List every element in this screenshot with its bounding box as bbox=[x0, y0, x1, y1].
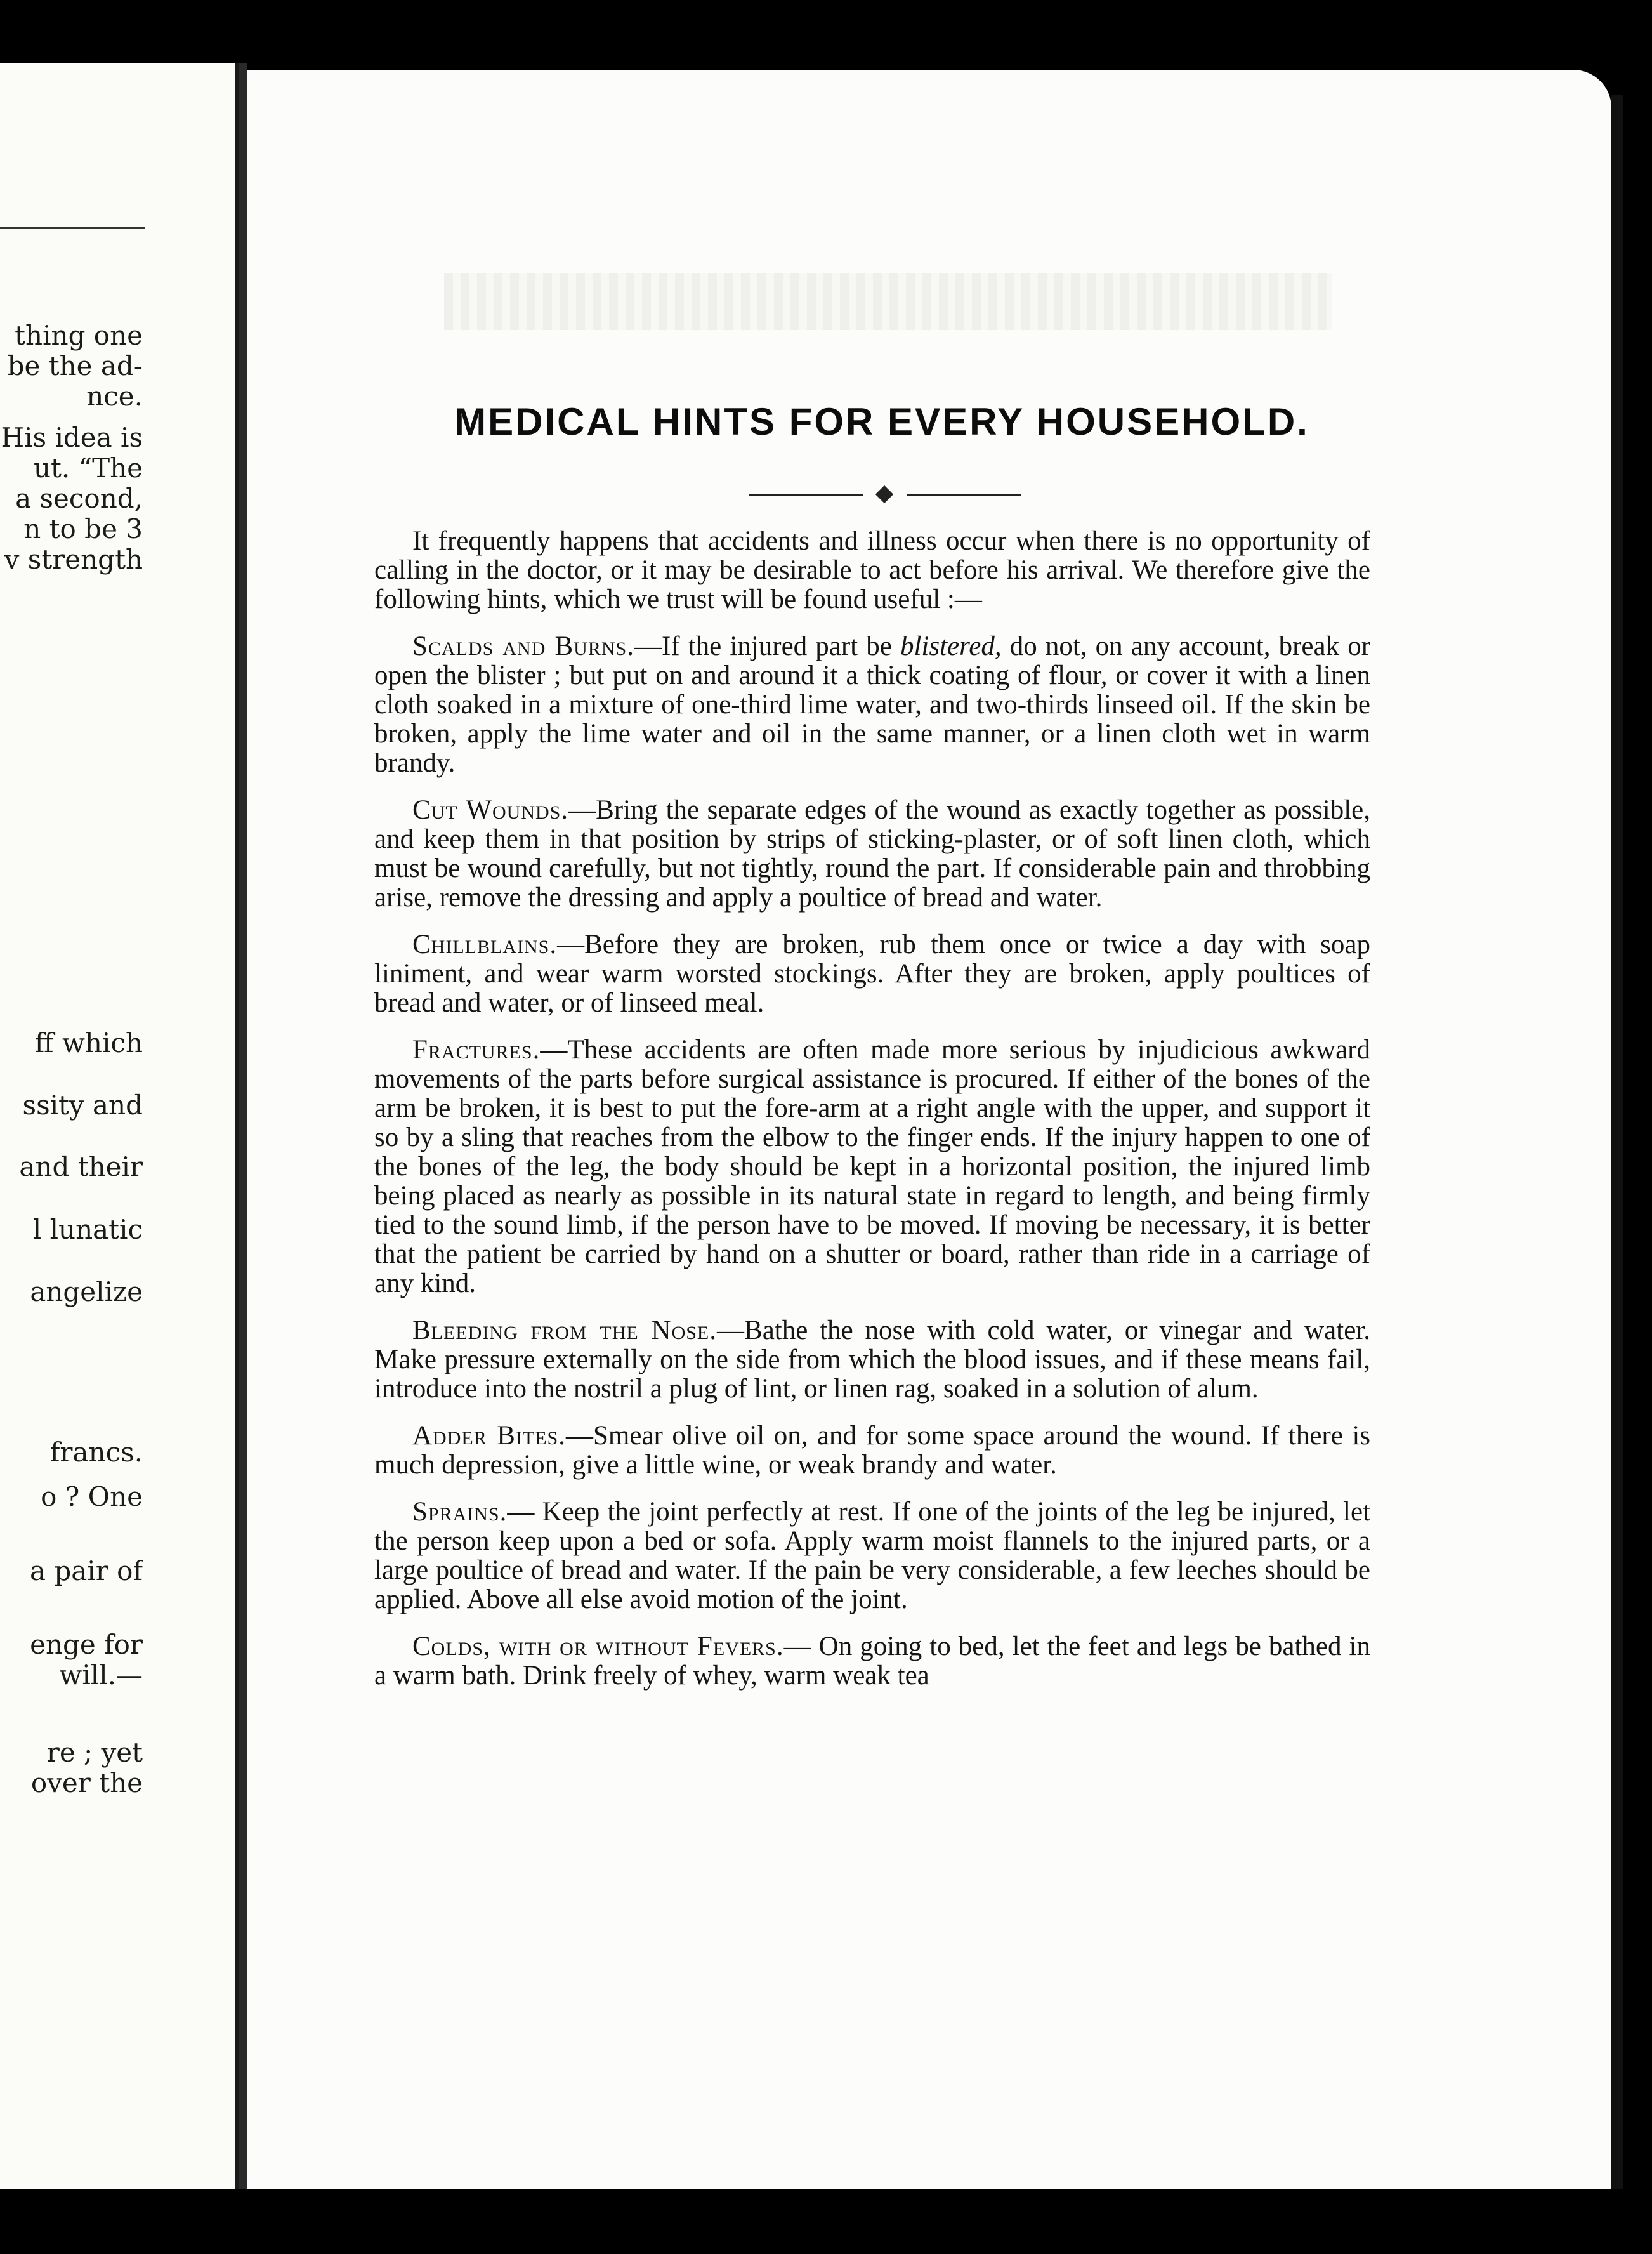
page-gutter bbox=[239, 63, 247, 2189]
section-adder-bites: Adder Bites.—Smear olive oil on, and for some space around the wound. If there is much depression, give a little wine, or weak brandy and water. bbox=[374, 1421, 1370, 1480]
left-line: ssity and bbox=[22, 1090, 143, 1121]
section-heading: Cut Wounds. bbox=[412, 795, 569, 825]
section-sprains: Sprains.— Keep the joint perfectly at rest. If one of the joints of the leg be injured, let the person keep upon a bed or sofa. Apply warm moist flannels to the injured parts, or a large poultice of bread and water. If the pain be very considerable, a few leeches should be applied. Above all else avoid motion of the joint. bbox=[374, 1497, 1370, 1614]
section-heading: Adder Bites. bbox=[412, 1421, 566, 1451]
section-colds: Colds, with or without Fevers.— On going to bed, let the feet and legs be bathed in a warm bath. Drink freely of whey, warm weak tea bbox=[374, 1631, 1370, 1690]
left-line: nce. bbox=[86, 381, 143, 412]
left-line: and their bbox=[19, 1152, 143, 1182]
left-line: be the ad- bbox=[7, 351, 143, 381]
title-ornament bbox=[749, 482, 1021, 508]
left-line: v strength bbox=[4, 544, 143, 575]
left-line: francs. bbox=[49, 1437, 143, 1468]
left-line: a second, bbox=[15, 484, 143, 514]
article-body bbox=[374, 527, 1370, 1708]
section-heading: Sprains. bbox=[412, 1497, 508, 1527]
page-title: MEDICAL HINTS FOR EVERY HOUSEHOLD. bbox=[454, 400, 1309, 443]
section-heading: Bleeding from the Nose. bbox=[412, 1315, 718, 1345]
left-line: will.— bbox=[59, 1660, 143, 1690]
section-fractures: Fractures.—These accidents are often made more serious by injudicious awkward movements of the parts before surgical assistance is procured. If either of the bones of the arm be broken, it is best to put the fore-arm at a right angle with the upper, and support it so by a sling that reaches from the elbow to the finger ends. If the injury happen to one of the bones of the leg, the body should be kept in a horizontal position, the injured limb being placed as nearly as possible in its natural state in regard to length, and being firmly tied to the sound limb, if the person have to be moved. If moving be necessary, it is better that the patient be carried by hand on a shutter or board, rather than ride in a carriage of any kind. bbox=[374, 1035, 1370, 1298]
left-line: over the bbox=[30, 1768, 143, 1798]
left-page-rule bbox=[0, 227, 145, 229]
section-heading: Chillblains. bbox=[412, 930, 558, 959]
left-line: ff which bbox=[34, 1028, 143, 1058]
section-cut-wounds: Cut Wounds.—Bring the separate edges of the wound as exactly together as possible, and keep them in that position by strips of sticking-plaster, or of soft linen cloth, which must be wound carefully, but not tightly, round the part. If considerable pain and throbbing arise, remove the dressing and apply a poultice of bread and water. bbox=[374, 795, 1370, 913]
left-line: a pair of bbox=[29, 1556, 143, 1586]
section-scalds: Scalds and Burns.—If the injured part be blistered, do not, on any account, break or open the blister ; but put on and around it a thick coating of flour, or cover it with a linen cloth soaked in a mixture of one-third lime water, and two-thirds linseed oil. If the skin be broken, apply the lime water and oil in the same manner, or a linen cloth wet in warm brandy. bbox=[374, 631, 1371, 778]
left-line: His idea is bbox=[1, 423, 143, 453]
left-line: re ; yet bbox=[46, 1737, 143, 1768]
section-heading: Scalds and Burns. bbox=[412, 631, 634, 661]
emphasis-text: blistered, bbox=[900, 631, 1002, 661]
left-line: o ? One bbox=[41, 1482, 143, 1512]
section-heading: Colds, with or without Fevers. bbox=[412, 1631, 784, 1661]
left-line: thing one bbox=[15, 320, 143, 351]
right-page-edge bbox=[1611, 95, 1623, 2189]
section-chillblains: Chillblains.—Before they are broken, rub them once or twice a day with soap liniment, and wear warm worsted stockings. After they are broken, apply poultices of bread and water, or of linseed meal. bbox=[374, 930, 1370, 1018]
left-line: n to be 3 bbox=[23, 514, 143, 544]
left-line: ut. “The bbox=[33, 453, 143, 484]
left-line: l lunatic bbox=[32, 1215, 143, 1245]
section-heading: Fractures. bbox=[412, 1035, 541, 1065]
diamond-ornament-icon bbox=[875, 485, 893, 503]
bleed-through-shadow bbox=[444, 273, 1332, 330]
intro-paragraph: It frequently happens that accidents and illness occur when there is no opportunity of calling in the doctor, or it may be desirable to act before his arrival. We therefore give the following hints, which we trust will be found useful :— bbox=[374, 526, 1370, 614]
left-line: enge for bbox=[30, 1630, 143, 1660]
section-bleeding-nose: Bleeding from the Nose.—Bathe the nose with cold water, or vinegar and water. Make pressure externally on the side from which the blood issues, and if these means fail, introduce into the nostril a plug of lint, or linen rag, soaked in a solution of alum. bbox=[374, 1315, 1370, 1404]
left-line: angelize bbox=[30, 1277, 143, 1307]
